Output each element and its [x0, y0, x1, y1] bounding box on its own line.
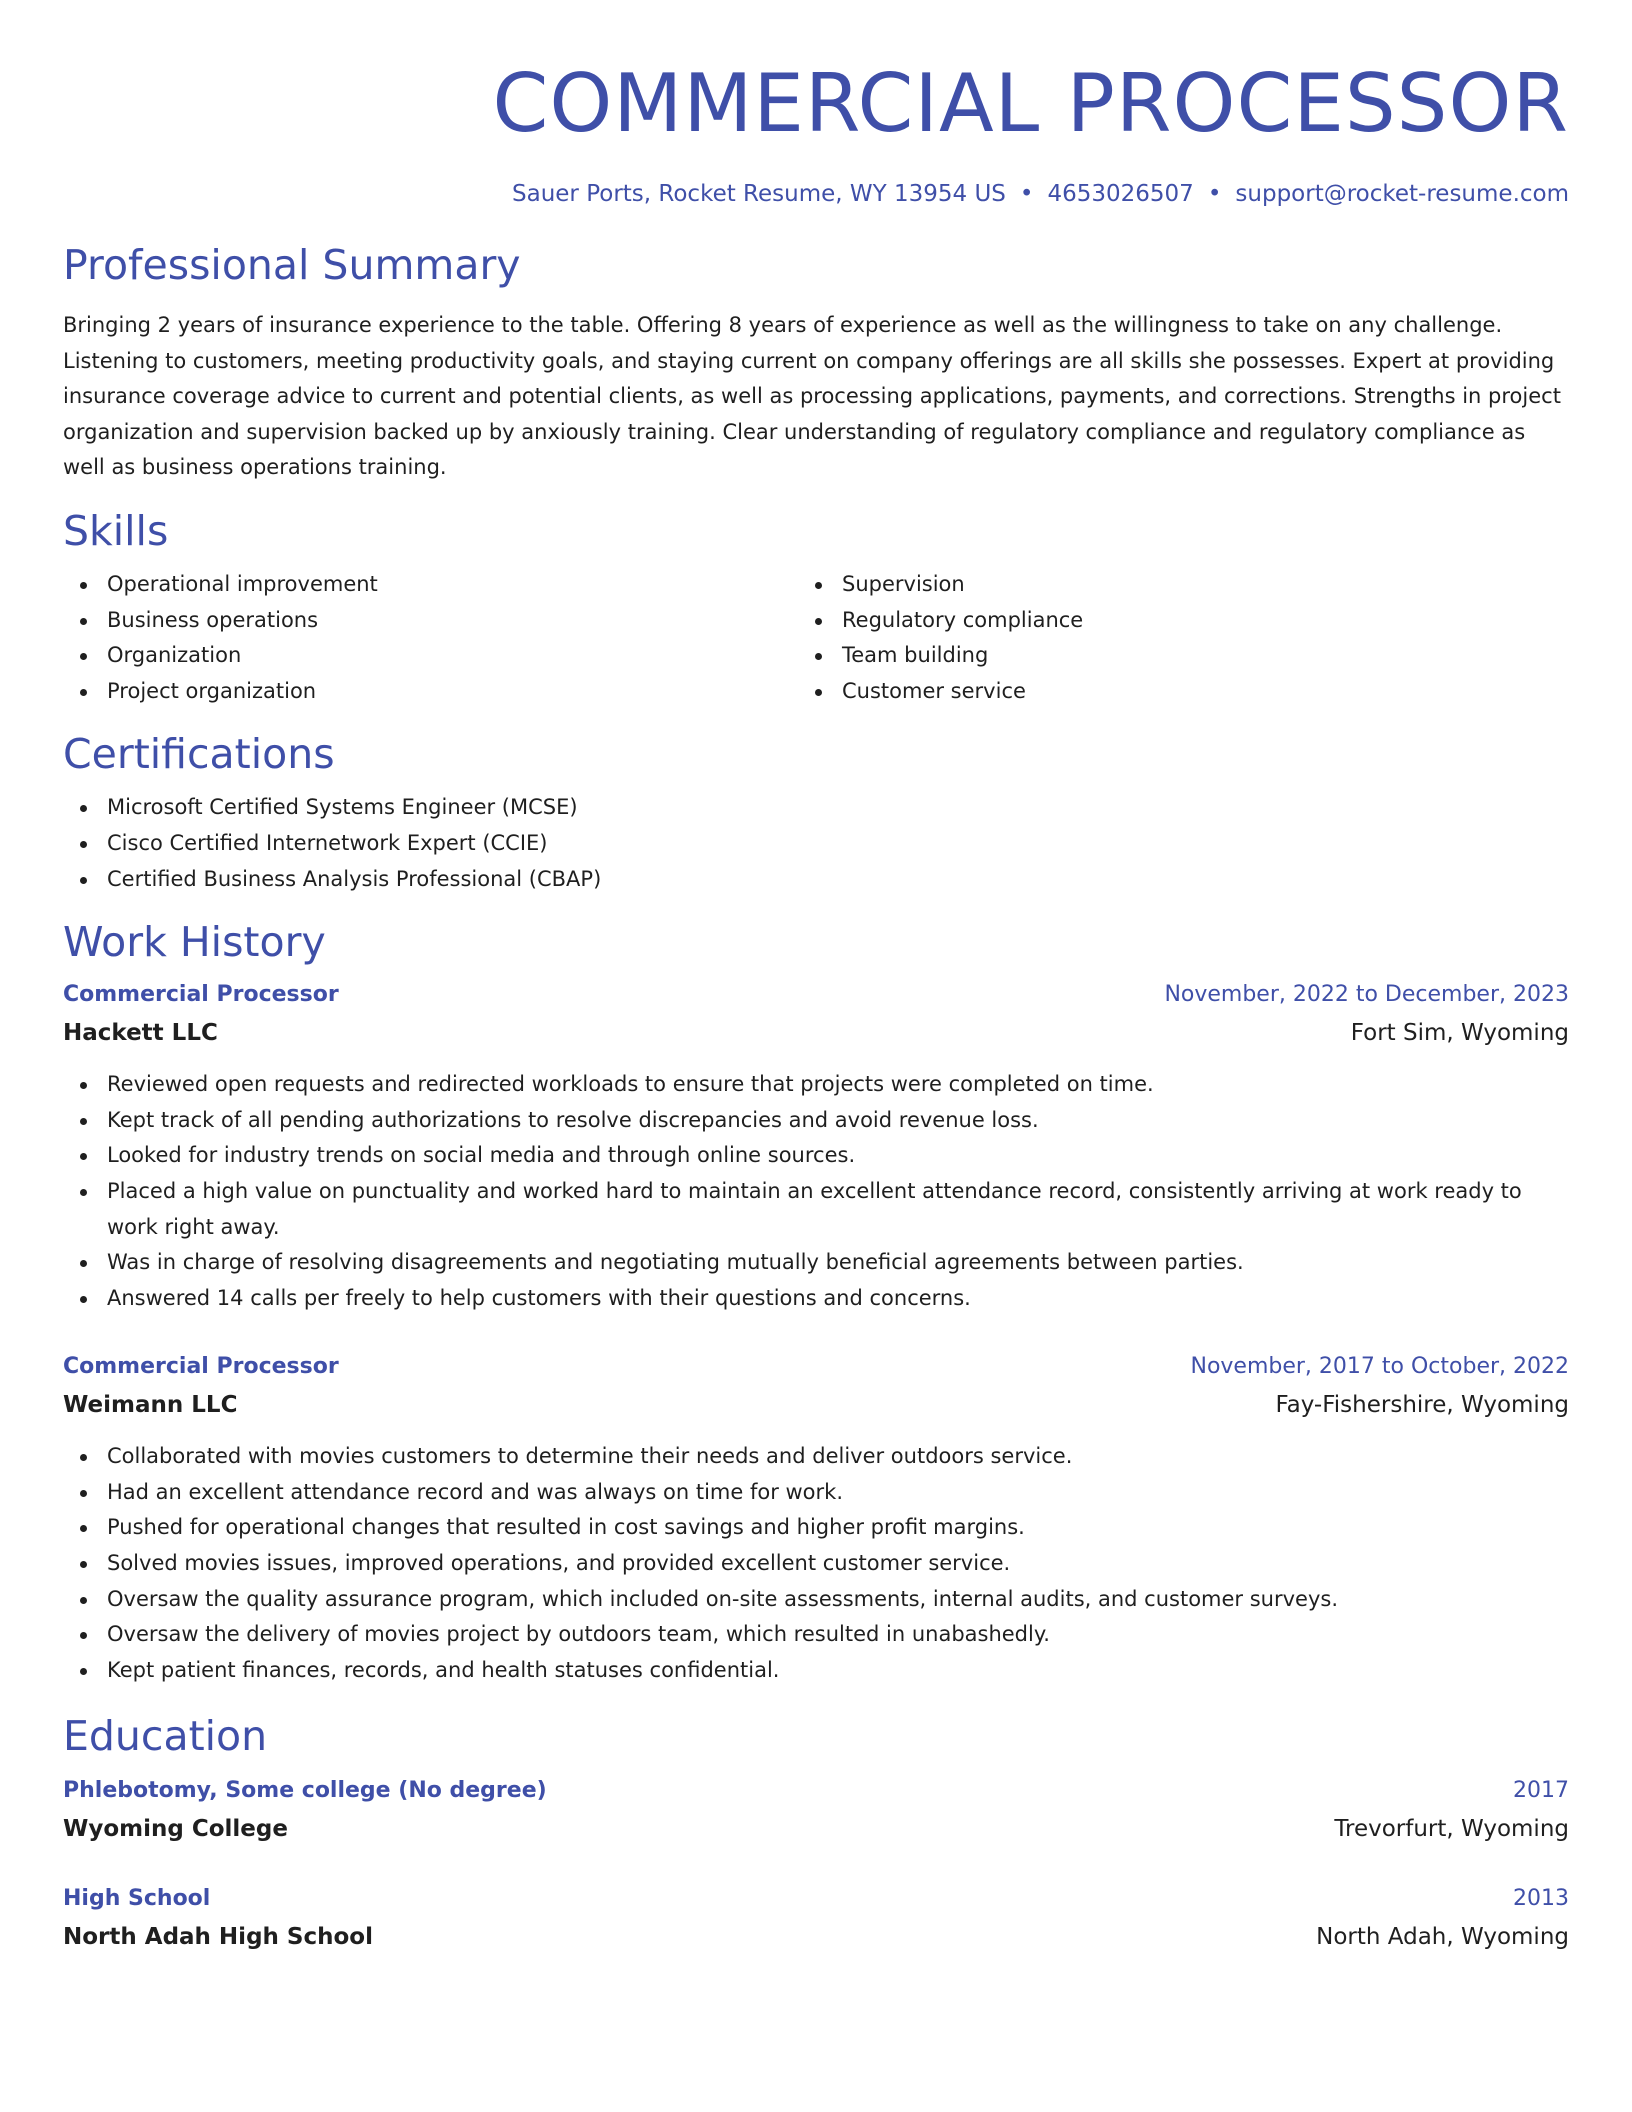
job-location: Fay-Fishershire, Wyoming [1275, 1392, 1569, 1419]
job-title: Commercial Processor [63, 982, 339, 1008]
education-degree: Phlebotomy, Some college (No degree) [63, 1778, 547, 1804]
job-entry [63, 1348, 1569, 1688]
skills-list [63, 567, 1569, 709]
job-entry [63, 976, 1569, 1316]
job-bullet: Kept track of all pending authorizations to resolve discrepancies and avoid revenue loss. [63, 1103, 1569, 1139]
education-heading: Education [63, 1712, 268, 1761]
job-bullet: Had an excellent attendance record and was always on time for work. [63, 1475, 1569, 1511]
job-title: Commercial Processor [63, 1354, 339, 1380]
skills-heading: Skills [63, 506, 169, 555]
skills-column-left [63, 567, 798, 709]
contact-separator: • [1207, 181, 1222, 207]
certification-item: Certified Business Analysis Professional (CBAP) [63, 862, 1569, 898]
job-company: Hackett LLC [63, 1020, 218, 1047]
education-subheader [63, 1810, 1569, 1848]
education-entry [63, 1772, 1569, 1848]
certification-item: Cisco Certified Internetwork Expert (CCIE) [63, 826, 1569, 862]
job-bullet: Solved movies issues, improved operations, and provided excellent customer service. [63, 1546, 1569, 1582]
education-location: North Adah, Wyoming [1316, 1924, 1569, 1951]
education-school: Wyoming College [63, 1816, 288, 1843]
job-bullet: Was in charge of resolving disagreements and negotiating mutually beneficial agreements between parties. [63, 1245, 1569, 1281]
education-header [63, 1772, 1569, 1810]
education-header [63, 1880, 1569, 1918]
job-bullet: Placed a high value on punctuality and worked hard to maintain an excellent attendance record, consistently arriving at work ready to work right away. [63, 1174, 1569, 1245]
work-history-heading: Work History [63, 918, 326, 967]
education-year: 2013 [1513, 1886, 1569, 1912]
education-year: 2017 [1513, 1778, 1569, 1804]
education-degree: High School [63, 1886, 211, 1912]
job-bullet: Answered 14 calls per freely to help customers with their questions and concerns. [63, 1281, 1569, 1317]
job-bullet: Oversaw the quality assurance program, which included on-site assessments, internal audits, and customer surveys. [63, 1582, 1569, 1618]
summary-text: Bringing 2 years of insurance experience to the table. Offering 8 years of experience as well as the willingness to take on any challenge. Listening to customers, meeting productivity goals, and staying current on company offerings are all skills she possesses. Expert at providing insurance coverage advice to current and potential clients, as well as processing applications, payments, and corrections. Strengths in project organization and supervision backed up by anxiously training. Clear understanding of regulatory compliance and regulatory compliance as well as business operations training. [63, 313, 1561, 480]
skill-item: Operational improvement [63, 567, 798, 603]
education-school: North Adah High School [63, 1924, 373, 1951]
skill-item: Business operations [63, 603, 798, 639]
certifications-list [63, 790, 1569, 897]
job-subheader [63, 1386, 1569, 1424]
job-bullet: Oversaw the delivery of movies project by outdoors team, which resulted in unabashedly. [63, 1617, 1569, 1653]
job-header [63, 1348, 1569, 1386]
summary-heading: Professional Summary [63, 241, 521, 289]
contact-email[interactable]: support@rocket-resume.com [1235, 181, 1569, 207]
education-entry [63, 1880, 1569, 1956]
job-location: Fort Sim, Wyoming [1350, 1020, 1569, 1047]
job-bullet: Kept patient finances, records, and health statuses confidential. [63, 1653, 1569, 1689]
skill-item: Supervision [798, 567, 1533, 603]
job-company: Weimann LLC [63, 1392, 238, 1419]
skills-column-right [798, 567, 1533, 709]
skill-item: Regulatory compliance [798, 603, 1533, 639]
certifications-heading: Certifications [63, 730, 335, 779]
skill-item: Customer service [798, 674, 1533, 710]
job-bullet: Reviewed open requests and redirected workloads to ensure that projects were completed on time. [63, 1067, 1569, 1103]
job-bullets [63, 1067, 1569, 1316]
job-bullet: Looked for industry trends on social media and through online sources. [63, 1138, 1569, 1174]
education-subheader [63, 1918, 1569, 1956]
skill-item: Team building [798, 638, 1533, 674]
contact-separator: • [1019, 181, 1034, 207]
job-subheader [63, 1014, 1569, 1052]
contact-line [63, 176, 1569, 212]
contact-address: Sauer Ports, Rocket Resume, WY 13954 US [512, 181, 1006, 207]
job-bullet: Collaborated with movies customers to determine their needs and deliver outdoors service. [63, 1439, 1569, 1475]
job-bullets [63, 1439, 1569, 1688]
job-dates: November, 2017 to October, 2022 [1190, 1354, 1569, 1380]
job-dates: November, 2022 to December, 2023 [1164, 982, 1569, 1008]
skill-item: Organization [63, 638, 798, 674]
contact-phone[interactable]: 4653026507 [1047, 181, 1194, 207]
certification-item: Microsoft Certified Systems Engineer (MCSE) [63, 790, 1569, 826]
education-location: Trevorfurt, Wyoming [1334, 1816, 1569, 1843]
job-header [63, 976, 1569, 1014]
skill-item: Project organization [63, 674, 798, 710]
resume-name: COMMERCIAL PROCESSOR [492, 57, 1569, 150]
job-bullet: Pushed for operational changes that resulted in cost savings and higher profit margins. [63, 1510, 1569, 1546]
